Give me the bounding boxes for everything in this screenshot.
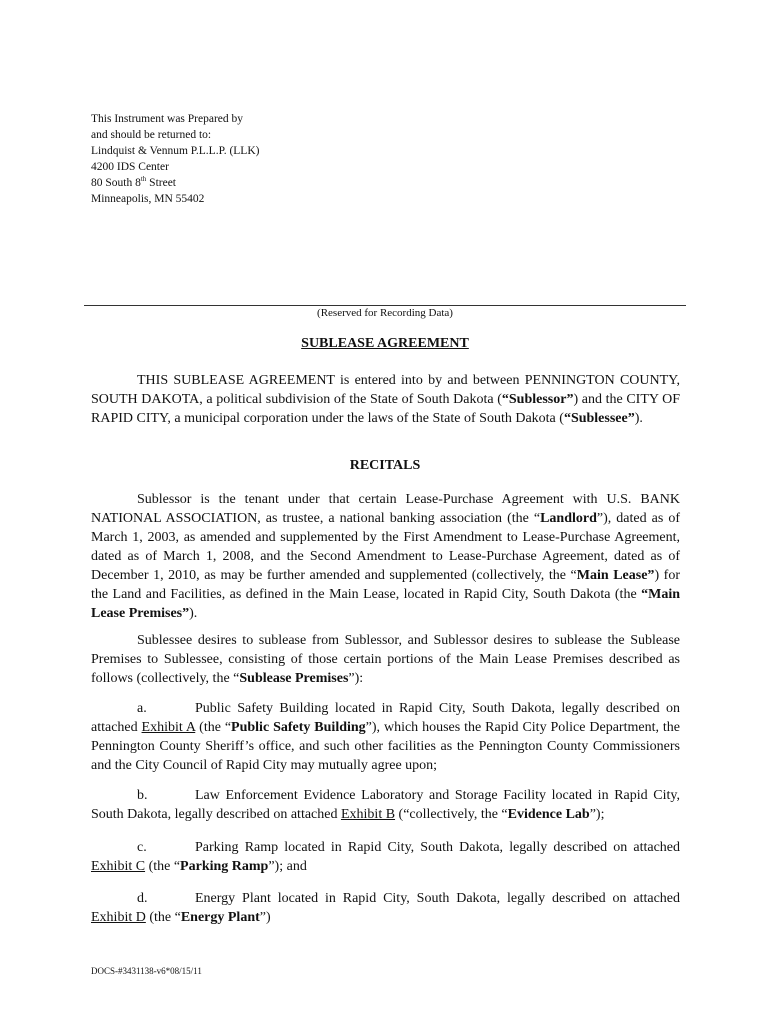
exhibit-a-ref: Exhibit A — [141, 720, 196, 735]
list-item-d: d. Energy Plant located in Rapid City, South Dakota, legally described on attached Exhibit D (the “Energy Plant”) — [91, 891, 680, 925]
item-label: c. — [137, 840, 147, 855]
document-footer-id: DOCS-#3431138-v6*08/15/11 — [91, 966, 202, 976]
returned-to-line: and should be returned to: — [91, 129, 212, 141]
exhibit-b-ref: Exhibit B — [340, 807, 396, 822]
address-line-1: 4200 IDS Center — [91, 161, 169, 173]
item-label: b. — [137, 788, 148, 803]
exhibit-d-ref: Exhibit D — [91, 910, 146, 925]
firm-name-line: Lindquist & Vennum P.L.L.P. (LLK) — [91, 145, 260, 157]
reserved-recording-label: (Reserved for Recording Data) — [317, 307, 453, 319]
list-item-c: c. Parking Ramp located in Rapid City, South Dakota, legally described on attached Exhibit C (the “Parking Ramp”); and — [91, 840, 680, 874]
city-state-zip-line: Minneapolis, MN 55402 — [91, 193, 205, 205]
prepared-by-block — [91, 111, 259, 207]
recording-divider — [84, 305, 686, 306]
list-item-b: b. Law Enforcement Evidence Laboratory and Storage Facility located in Rapid City, South Dakota, legally described on attached Exhibit B (“collectively, the “Evidence Lab”); — [91, 788, 680, 822]
recital-paragraph-main-lease: Sublessor is the tenant under that certain Lease-Purchase Agreement with U.S. BANK NATIONAL ASSOCIATION, as trustee, a national banking association (the “Landlord”), dated as of March 1, 2003, as amended and supplemented by the First Amendment to Lease-Purchase Agreement, dated as of March 1, 2008, and the Second Amendment to Lease-Purchase Agreement, dated as of December 1, 2010, as may be further amended and supplemented (collectively, the “Main Lease”) for the Land and Facilities, as defined in the Main Lease, located in Rapid City, South Dakota (the “Main Lease Premises”). — [91, 492, 680, 621]
prepared-by-line: This Instrument was Prepared by — [91, 113, 244, 125]
document-title: SUBLEASE AGREEMENT — [301, 336, 469, 351]
intro-paragraph: THIS SUBLEASE AGREEMENT is entered into by and between PENNINGTON COUNTY, SOUTH DAKOTA, a political subdivision of the State of South Dakota (“Sublessor”) and the CITY OF RAPID CITY, a municipal corporation under the laws of the State of South Dakota (“Sublessee”). — [91, 373, 680, 426]
item-label: d. — [137, 891, 148, 906]
recital-paragraph-sublease-premises: Sublessee desires to sublease from Sublessor, and Sublessor desires to sublease the Sublease Premises to Sublessee, consisting of those certain portions of the Main Lease Premises described as follows (collectively, the “Sublease Premises”): — [91, 633, 680, 686]
exhibit-c-ref: Exhibit C — [91, 859, 146, 874]
list-item-a: a. Public Safety Building located in Rapid City, South Dakota, legally described on attached Exhibit A (the “Public Safety Building”), which houses the Rapid City Police Department, the Pennington County Sheriff’s office, and such other facilities as the Pennington County Commissioners and the City Council of Rapid City may mutually agree upon; — [91, 701, 680, 773]
recitals-heading: RECITALS — [349, 458, 421, 473]
item-label: a. — [137, 701, 147, 716]
address-line-2: 80 South 8th Street — [91, 175, 176, 189]
